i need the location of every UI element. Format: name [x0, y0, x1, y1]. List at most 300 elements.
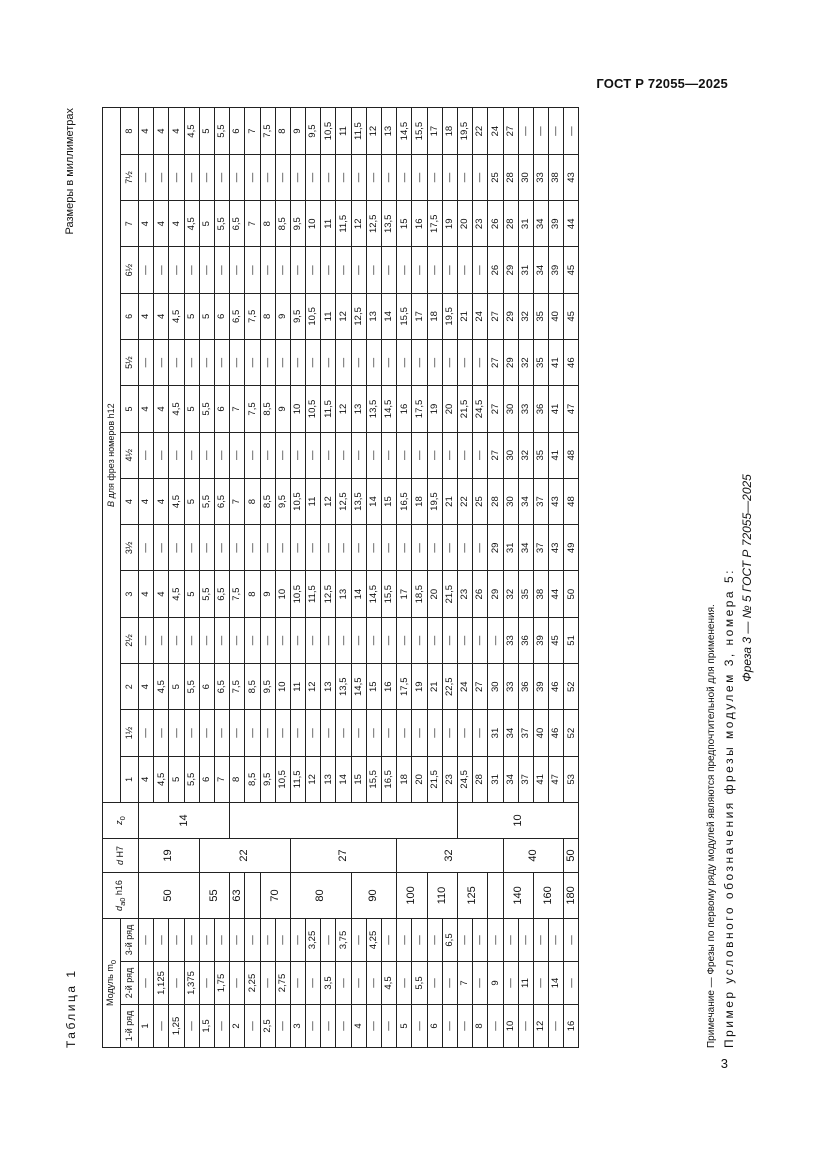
b-width-cell: 35	[533, 432, 548, 478]
module-cell: —	[154, 1005, 169, 1048]
b-width-cell: —	[473, 525, 488, 571]
b-width-cell: 8	[245, 571, 260, 617]
b-width-cell: 50	[564, 571, 579, 617]
b-width-cell: 4	[139, 756, 154, 802]
b-width-cell: —	[139, 710, 154, 756]
b-width-cell: 6	[214, 293, 229, 339]
b-width-cell: —	[442, 710, 457, 756]
b-width-cell: 22	[473, 108, 488, 154]
table-row	[533, 108, 548, 1048]
b-width-cell: —	[275, 432, 290, 478]
module-cell: 12	[533, 1005, 548, 1048]
b-width-cell: —	[154, 154, 169, 200]
da0-cell: 55	[199, 872, 229, 918]
b-width-cell: —	[351, 154, 366, 200]
b-width-cell: —	[184, 154, 199, 200]
b-width-cell: 33	[503, 664, 518, 710]
module-cell: —	[442, 962, 457, 1005]
b-width-cell: —	[457, 247, 472, 293]
b-width-cell: 8,5	[245, 756, 260, 802]
module-cell: 3,25	[306, 918, 321, 961]
b-width-cell: —	[321, 710, 336, 756]
b-width-cell: 36	[518, 617, 533, 663]
b-width-cell: 11	[336, 108, 351, 154]
b-width-cell: 29	[488, 525, 503, 571]
module-cell: 3	[290, 1005, 305, 1048]
module-cell: —	[351, 962, 366, 1005]
b-width-cell: —	[275, 154, 290, 200]
b-width-cell: 4	[154, 478, 169, 524]
b-width-cell: 21,5	[427, 756, 442, 802]
b-width-cell: 17	[397, 571, 412, 617]
table-row	[245, 108, 260, 1048]
b-width-cell: 9,5	[290, 201, 305, 247]
b-width-cell: 14,5	[397, 108, 412, 154]
b-width-cell: 52	[564, 710, 579, 756]
b-width-cell: —	[488, 617, 503, 663]
b-width-cell: 40	[549, 293, 564, 339]
b-width-cell: —	[184, 617, 199, 663]
b-width-cell: —	[427, 247, 442, 293]
b-width-cell: —	[321, 617, 336, 663]
b-width-cell: 28	[488, 478, 503, 524]
b-width-cell: 17,5	[397, 664, 412, 710]
b-width-cell: 15,5	[366, 756, 381, 802]
b-width-cell: 33	[503, 617, 518, 663]
b-width-cell: —	[412, 432, 427, 478]
b-width-cell: —	[473, 617, 488, 663]
b-width-cell: 52	[564, 664, 579, 710]
b-width-cell: 12	[336, 386, 351, 432]
b-width-cell: 11	[321, 293, 336, 339]
b-width-cell: 7	[214, 756, 229, 802]
cutter-number-header: 2	[121, 664, 139, 710]
b-width-cell: 43	[549, 525, 564, 571]
b-width-header: B для фрез номеров h12	[103, 108, 121, 803]
module-cell: 3,75	[336, 918, 351, 961]
b-width-cell: 12	[351, 201, 366, 247]
b-width-cell: 7,5	[245, 293, 260, 339]
cutter-number-header: 8	[121, 108, 139, 154]
b-width-cell: —	[184, 525, 199, 571]
b-width-cell: 34	[503, 710, 518, 756]
d-cell: 19	[139, 838, 200, 872]
b-width-cell: —	[321, 340, 336, 386]
b-width-cell: —	[457, 525, 472, 571]
b-width-cell: 29	[488, 571, 503, 617]
module-cell: —	[306, 1005, 321, 1048]
b-width-cell: 46	[549, 664, 564, 710]
b-width-cell: 10,5	[306, 386, 321, 432]
b-width-cell: 12,5	[321, 571, 336, 617]
b-width-cell: —	[397, 432, 412, 478]
b-width-cell: 4	[154, 571, 169, 617]
b-width-cell: 28	[503, 154, 518, 200]
b-width-cell: —	[351, 432, 366, 478]
b-width-cell: —	[397, 154, 412, 200]
b-width-cell: 27	[503, 108, 518, 154]
b-width-cell: —	[169, 710, 184, 756]
b-width-cell: 14,5	[351, 664, 366, 710]
b-width-cell: —	[275, 340, 290, 386]
b-width-cell: —	[412, 340, 427, 386]
b-width-cell: —	[290, 617, 305, 663]
b-width-cell: 10	[275, 571, 290, 617]
b-width-cell: 32	[518, 293, 533, 339]
b-width-cell: —	[260, 710, 275, 756]
b-width-cell: —	[397, 340, 412, 386]
b-width-cell: 16	[397, 386, 412, 432]
b-width-cell: —	[214, 247, 229, 293]
b-width-cell: 19	[427, 386, 442, 432]
cutter-number-header: 2½	[121, 617, 139, 663]
b-width-cell: 25	[473, 478, 488, 524]
b-width-cell: —	[351, 247, 366, 293]
b-width-cell: 7	[230, 386, 245, 432]
b-width-cell: —	[382, 154, 397, 200]
b-width-cell: —	[169, 617, 184, 663]
da0-cell: 90	[351, 872, 397, 918]
b-width-cell: 5,5	[199, 571, 214, 617]
module-cell: —	[457, 1005, 472, 1048]
b-width-cell: —	[427, 710, 442, 756]
module-cell: —	[214, 1005, 229, 1048]
b-width-cell: 9,5	[306, 108, 321, 154]
b-width-cell: —	[366, 525, 381, 571]
b-width-cell: 41	[533, 756, 548, 802]
b-width-cell: 32	[518, 340, 533, 386]
module-cell: —	[230, 918, 245, 961]
b-width-cell: 6,5	[214, 571, 229, 617]
b-width-cell: —	[366, 340, 381, 386]
cutter-number-header: 5	[121, 386, 139, 432]
b-width-cell: 16	[382, 664, 397, 710]
b-width-cell: —	[214, 617, 229, 663]
b-width-cell: 21,5	[442, 571, 457, 617]
b-width-cell: 25	[488, 154, 503, 200]
b-width-cell: —	[275, 247, 290, 293]
b-width-cell: 4,5	[169, 478, 184, 524]
b-width-cell: 7,5	[245, 386, 260, 432]
b-width-cell: —	[199, 340, 214, 386]
z0-cell	[230, 802, 458, 838]
b-width-cell: —	[230, 340, 245, 386]
b-width-cell: 43	[564, 154, 579, 200]
b-width-cell: 4	[139, 571, 154, 617]
table-body	[139, 108, 579, 1048]
b-width-cell: 20	[457, 201, 472, 247]
b-width-cell: 10	[275, 664, 290, 710]
b-width-cell: 21	[457, 293, 472, 339]
table-caption: Таблица 1	[64, 968, 78, 1048]
b-width-cell: —	[260, 432, 275, 478]
module-cell: 4,25	[366, 918, 381, 961]
b-width-cell: —	[412, 154, 427, 200]
b-width-cell: 18	[397, 756, 412, 802]
b-width-cell: 4	[139, 108, 154, 154]
module-cell: 1,125	[154, 962, 169, 1005]
b-width-cell: —	[397, 617, 412, 663]
b-width-cell: 16,5	[397, 478, 412, 524]
d-cell: 22	[199, 838, 290, 872]
b-width-cell: 4	[154, 108, 169, 154]
b-width-cell: 10	[306, 201, 321, 247]
b-width-cell: 39	[533, 617, 548, 663]
da0-cell	[245, 872, 260, 918]
da0-cell: 160	[533, 872, 563, 918]
b-width-cell: 46	[564, 340, 579, 386]
b-width-cell: 8	[245, 478, 260, 524]
table-row	[290, 108, 305, 1048]
b-width-cell: 11,5	[321, 386, 336, 432]
d-cell: 32	[397, 838, 503, 872]
b-width-cell: —	[214, 154, 229, 200]
b-width-cell: 9,5	[275, 478, 290, 524]
b-width-cell: 20	[442, 386, 457, 432]
b-width-cell: 15	[351, 756, 366, 802]
b-width-cell: 37	[518, 756, 533, 802]
module-cell: —	[533, 962, 548, 1005]
b-width-cell: 35	[533, 293, 548, 339]
header-row-1	[103, 108, 121, 1048]
module-cell: —	[549, 1005, 564, 1048]
module-cell: —	[199, 918, 214, 961]
cutter-number-header: 6½	[121, 247, 139, 293]
b-width-cell: —	[397, 710, 412, 756]
table-row	[397, 108, 412, 1048]
b-width-cell: 5,5	[214, 108, 229, 154]
module-cell: 2	[230, 1005, 245, 1048]
b-width-cell: 48	[564, 478, 579, 524]
b-width-cell: 30	[503, 478, 518, 524]
b-width-cell: 33	[533, 154, 548, 200]
module-cell: —	[442, 1005, 457, 1048]
da0-cell: 125	[457, 872, 487, 918]
b-width-cell: 41	[549, 340, 564, 386]
module-cell: 10	[503, 1005, 518, 1048]
b-width-cell: 17	[427, 108, 442, 154]
da0-cell: 63	[230, 872, 245, 918]
b-width-cell: —	[199, 432, 214, 478]
b-width-cell: 18	[442, 108, 457, 154]
b-width-cell: —	[139, 617, 154, 663]
b-width-cell: 5,5	[184, 756, 199, 802]
b-width-cell: 30	[518, 154, 533, 200]
b-width-cell: —	[154, 710, 169, 756]
b-width-cell: —	[457, 154, 472, 200]
b-width-cell: 6,5	[214, 478, 229, 524]
b-width-cell: —	[473, 154, 488, 200]
b-width-cell: 11,5	[306, 571, 321, 617]
b-width-cell: 5	[184, 478, 199, 524]
b-width-cell: 14,5	[382, 386, 397, 432]
b-width-cell: 20	[427, 571, 442, 617]
b-width-cell: —	[245, 154, 260, 200]
b-width-cell: 13	[321, 756, 336, 802]
module-cell: —	[154, 918, 169, 961]
b-width-cell: 18	[427, 293, 442, 339]
b-width-cell: 14	[351, 571, 366, 617]
b-width-cell: —	[457, 340, 472, 386]
b-width-cell: —	[351, 340, 366, 386]
b-width-cell: —	[154, 432, 169, 478]
b-width-cell: —	[214, 710, 229, 756]
b-width-cell: —	[321, 154, 336, 200]
module-cell: —	[169, 962, 184, 1005]
b-width-cell: —	[533, 108, 548, 154]
module-cell: —	[382, 1005, 397, 1048]
table-row	[230, 108, 245, 1048]
b-width-cell: 46	[549, 710, 564, 756]
b-width-cell: 45	[564, 293, 579, 339]
b-width-cell: 26	[488, 201, 503, 247]
b-width-cell: 14	[366, 478, 381, 524]
module-cell: —	[275, 1005, 290, 1048]
b-width-cell: —	[427, 617, 442, 663]
b-width-cell: 35	[533, 340, 548, 386]
b-width-cell: —	[442, 617, 457, 663]
b-width-cell: 5	[199, 293, 214, 339]
b-width-cell: —	[290, 432, 305, 478]
b-width-cell: —	[321, 525, 336, 571]
b-width-cell: 4	[139, 201, 154, 247]
module-cell: —	[214, 918, 229, 961]
module-cell: 11	[518, 962, 533, 1005]
b-width-cell: —	[169, 247, 184, 293]
b-width-cell: 11	[321, 201, 336, 247]
table-row	[457, 108, 472, 1048]
b-width-cell: 13	[382, 108, 397, 154]
b-width-cell: 36	[533, 386, 548, 432]
b-width-cell: 26	[488, 247, 503, 293]
b-width-cell: 9	[275, 386, 290, 432]
b-width-cell: —	[139, 525, 154, 571]
table-row	[503, 108, 518, 1048]
b-width-cell: —	[442, 432, 457, 478]
module-cell: 4	[351, 1005, 366, 1048]
b-width-cell: 7,5	[260, 108, 275, 154]
b-width-cell: 4	[139, 386, 154, 432]
b-width-cell: —	[245, 525, 260, 571]
b-width-cell: 5	[184, 293, 199, 339]
b-width-cell: 40	[533, 710, 548, 756]
b-width-cell: —	[382, 432, 397, 478]
module-cell: —	[533, 918, 548, 961]
b-width-cell: 4,5	[154, 756, 169, 802]
b-width-cell: —	[306, 154, 321, 200]
b-width-cell: 33	[518, 386, 533, 432]
module-cell: —	[412, 1005, 427, 1048]
b-width-cell: 9,5	[260, 756, 275, 802]
b-width-cell: 12,5	[336, 478, 351, 524]
b-width-cell: —	[199, 247, 214, 293]
b-width-cell: 10,5	[275, 756, 290, 802]
b-width-cell: 7	[230, 478, 245, 524]
b-width-cell: —	[139, 154, 154, 200]
cutter-number-header: 6	[121, 293, 139, 339]
b-width-cell: 14	[382, 293, 397, 339]
b-width-cell: —	[290, 247, 305, 293]
b-width-cell: —	[442, 247, 457, 293]
b-width-cell: 29	[503, 247, 518, 293]
module-cell: —	[260, 962, 275, 1005]
cutter-number-header: 4½	[121, 432, 139, 478]
b-width-cell: 43	[549, 478, 564, 524]
b-width-cell: 27	[488, 432, 503, 478]
b-width-cell: 16	[412, 201, 427, 247]
b-width-cell: 15	[397, 201, 412, 247]
b-width-cell: 19,5	[427, 478, 442, 524]
b-width-cell: 10,5	[290, 571, 305, 617]
table-row	[351, 108, 366, 1048]
b-width-cell: 4,5	[154, 664, 169, 710]
cutter-number-header: 3	[121, 571, 139, 617]
b-width-cell: 44	[549, 571, 564, 617]
b-width-cell: —	[169, 154, 184, 200]
b-width-cell: 16,5	[382, 756, 397, 802]
b-width-cell: 5	[169, 664, 184, 710]
b-width-cell: —	[214, 340, 229, 386]
table-row	[260, 108, 275, 1048]
module-cell: —	[336, 962, 351, 1005]
module-cell: 1	[139, 1005, 154, 1048]
z0-cell: 10	[457, 802, 579, 838]
b-width-cell: —	[275, 525, 290, 571]
da0-header: $d_{a0}$ h16	[103, 872, 139, 918]
b-width-cell: —	[306, 340, 321, 386]
b-width-cell: 4,5	[169, 571, 184, 617]
b-width-cell: —	[427, 154, 442, 200]
table-row	[564, 108, 579, 1048]
b-width-cell: —	[412, 525, 427, 571]
module-cell: 1,375	[184, 962, 199, 1005]
b-width-cell: 31	[503, 525, 518, 571]
b-width-cell: 7,5	[230, 664, 245, 710]
table-row	[199, 108, 214, 1048]
b-width-cell: 5,5	[214, 201, 229, 247]
b-width-cell: 15,5	[397, 293, 412, 339]
b-width-cell: —	[457, 432, 472, 478]
b-width-cell: —	[473, 710, 488, 756]
table-note: Примечание — Фрезы по первому ряду модулей являются предпочтительной для применения.	[706, 604, 717, 1048]
b-width-cell: 13	[351, 386, 366, 432]
b-width-cell: —	[139, 340, 154, 386]
b-width-cell: 6	[230, 108, 245, 154]
module-cell: —	[518, 1005, 533, 1048]
b-width-cell: 14	[336, 756, 351, 802]
b-width-cell: 27	[473, 664, 488, 710]
document-code: ГОСТ Р 72055—2025	[596, 76, 728, 91]
cutter-number-header: 1	[121, 756, 139, 802]
b-width-cell: 13,5	[382, 201, 397, 247]
b-width-cell: 11	[290, 664, 305, 710]
b-width-cell: 12	[366, 108, 381, 154]
da0-cell: 110	[427, 872, 457, 918]
b-width-cell: 5	[199, 201, 214, 247]
b-width-cell: 19	[412, 664, 427, 710]
b-width-cell: 37	[518, 710, 533, 756]
da0-cell	[488, 872, 503, 918]
b-width-cell: 48	[564, 432, 579, 478]
b-width-cell: —	[336, 525, 351, 571]
module-cell: —	[321, 918, 336, 961]
b-width-cell: 12,5	[351, 293, 366, 339]
b-width-cell: —	[351, 710, 366, 756]
table-row	[488, 108, 503, 1048]
b-width-cell: 36	[518, 664, 533, 710]
module-cell: 14	[549, 962, 564, 1005]
b-width-cell: —	[306, 432, 321, 478]
